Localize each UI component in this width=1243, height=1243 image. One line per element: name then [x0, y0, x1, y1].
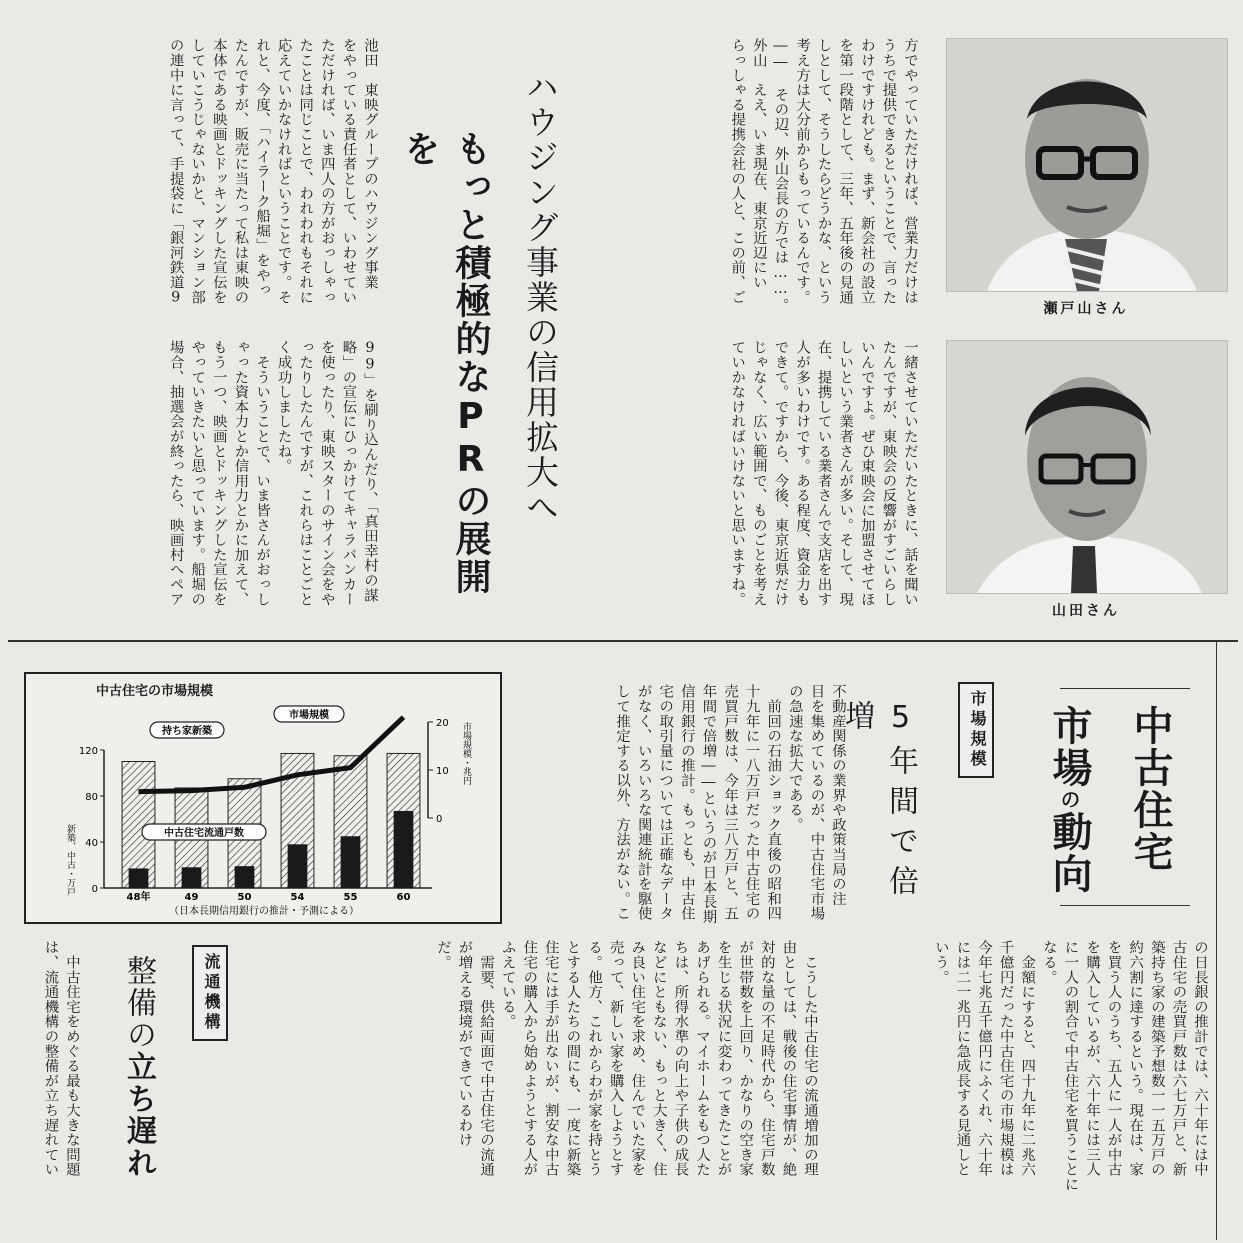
chart-bar-used-homes [341, 836, 361, 888]
chart-x-tick-label: 54 [290, 892, 305, 903]
heading-distribution-lag [108, 955, 160, 1195]
chart-x-tick-label: 48年 [126, 892, 151, 903]
photo-caption-setoyama: 瀬戸山さん [1043, 301, 1129, 317]
chart-y2-label: 市場規模・兆円 [461, 722, 471, 785]
interview-text-col-4: 99」を刷り込んだり、「真田幸村の謀 略」の宣伝にひっかけてキャラバンカー を使ったり、東映スターのサイン会をや ったりしたんですが、これらはことごと く成功しましたね。 そういうことで、いま皆さんがおっし ゃった資本力とか信用力とかに加えて、 もう一つ、映画とドッキングした宣伝を やっていきたいと思っています。船堀の 場合、抽選会が終ったら、映画村へペア [167, 340, 378, 607]
section-title-no: の [1057, 789, 1081, 811]
photo-setoyama [946, 38, 1228, 292]
section-right-border [1216, 640, 1217, 1240]
chart-bar-used-homes [288, 844, 308, 888]
label-market-size: 市場規模 [958, 682, 994, 778]
chart-y-tick-label: 40 [85, 838, 98, 849]
interview-headline-line-1: ハウジング事業の信用拡大へ [521, 70, 560, 525]
section-title-trend: 動向 [1046, 811, 1092, 895]
title-bracket-top [1060, 688, 1190, 689]
section-title-market: 市場 [1046, 705, 1092, 789]
chart-source-note: （日本長期信用銀行の推計・予測による） [169, 906, 359, 917]
chart-legend-new-homes: 持ち家新築 [162, 726, 212, 737]
chart-y2-tick-label: 10 [436, 766, 449, 777]
photo-caption-yamada: 山田さん [1052, 603, 1120, 619]
chart-svg [26, 674, 500, 922]
chart-legend-market-size: 市場規模 [289, 710, 329, 721]
chart-x-tick-label: 50 [237, 892, 252, 903]
heading-distribution-lag-b: 立ち遅れ [121, 1051, 156, 1179]
label-distribution: 流通機構 [192, 945, 228, 1041]
interview-text-col-1: 方でやっていただければ、営業力だけは うちで提供できるということで、言った わけですけれども。まず、新会社の設立 を第一段階として、三年、五年後の見通 しとして、そうしたらどうかな、という 考え方は大分前からもっているんです。 ―― その辺、外山会長の方では……。 外山 ええ、いま現在、東京近辺にい らっしゃる提携会社の人と、この前、ご [729, 38, 918, 313]
chart-legend-used-homes: 中古住宅流通戸数 [164, 828, 244, 839]
chart-x-tick-label: 60 [396, 892, 411, 903]
section-title-line-1: 中古住宅 [1127, 705, 1173, 873]
chart-y2-tick-label: 0 [436, 814, 443, 825]
chart-x-tick-label: 55 [343, 892, 358, 903]
title-bracket-bottom [1060, 905, 1190, 906]
section-title-line-2 [1046, 705, 1098, 905]
interview-text-col-2: 一緒させていただいたときに、話を聞い たんですが、東映会の反響がすごいらし いんですよ。ぜひ東映会に加盟させてほ しいという業者さんが多い。そして、現 在、提携している業者さんで支店を出す 人が多いわけです。ある程度、資金力も できて。ですから、今後、東京近県だけ じゃなく、広い範囲で、ものごとを考え ていかなければいけないと思いますね。 [729, 340, 918, 607]
chart-y-tick-label: 80 [85, 792, 98, 803]
section-divider [8, 640, 1238, 642]
chart-x-tick-label: 49 [184, 892, 199, 903]
chart-bar-used-homes [235, 866, 255, 888]
distribution-text: 中古住宅をめぐる最も大きな問題 は、流通機構の整備が立ち遅れてい [42, 940, 80, 1177]
chart-bar-used-homes [129, 868, 149, 888]
chart-y-label: 新築、中古・万戸 [65, 824, 75, 896]
photo-yamada [946, 340, 1228, 594]
chart-bar-used-homes [394, 811, 414, 888]
market-size-chart [24, 672, 502, 924]
chart-y2-tick-label: 20 [436, 718, 449, 729]
chart-bar-used-homes [182, 867, 202, 888]
chart-y-tick-label: 120 [78, 746, 98, 757]
market-text-lower-left: こうした中古住宅の流通増加の理 由としては、戦後の住宅事情が、絶 対的な量の不足時代から、住宅戸数 が世帯数を上回り、かなりの空き家 を生じる状況に変わってきたことが あげられる。マイホームをもつ人た ちは、所得水準の向上や子供の成長 などにともない、もっと大きく、住 み良い住宅を求め、住んでいた家を 売って、新しい家を購入しようとす る。他方、これからわが家を持とう とする人たちの間にも、一度に新築 住宅には手が出ないが、割安な中古 住宅の購入から始めようとする人が ふえている。 需要、供給両面で中古住宅の流通 が増える環境ができているわけ だ。 [434, 940, 818, 1177]
market-text-upper: 不動産関係の業界や政策当局の注 目を集めているのが、中古住宅市場 の急速な拡大である。 前回の石油ショック直後の昭和四 十九年に一八万戸だった中古住宅の 売買戸数は、今年は三八万戸と、五 年間で倍増――というのが日本長期 信用銀行の推計。もっとも、中古住 宅の取引量については正確なデータ がなく、いろいろな関連統計を駆使 して推定する以外、方法がない。こ [614, 684, 846, 924]
market-text-lower-right: の日長銀の推計では、六十年には中 古住宅の売買戸数は六七万戸と、新 築持ち家の建築予想数一一五万戸の 約六割に達するという。現在は、家 を買う人のうち、五人に一人が中古 を購入しているが、六十年には三人 に一人の割合で中古住宅を買うことに なる。 金額にすると、四十九年に二兆六 千億円だった中古住宅の市場規模は 今年七兆五千億円にふくれ、六十年 には二一兆円に急成長する見通しと いう。 [932, 940, 1208, 1192]
heading-doubled-in-5-years: 5年間で倍増 [839, 700, 918, 905]
chart-y-tick-label: 0 [91, 884, 98, 895]
chart-title: 中古住宅の市場規模 [96, 684, 214, 699]
interview-headline-line-2: もっと積極的なPRの展開を [399, 130, 491, 596]
interview-text-col-3: 池田 東映グループのハウジング事業 をやっている責任者として、いわせてい ただければ、いま四人の方がおっしゃっ たことは同じことで、われわれもそれに 応えていかなければということです。そ れと、今度、「ハイラーク船堀」をやっ たんですが、販売に当たって私は東映の 本体である映画とドッキングした宣伝を していこうじゃないかと、マンション部 の連中に言って、手提袋に「銀河鉄道9 [167, 38, 378, 306]
heading-distribution-lag-a: 整備の [121, 955, 156, 1051]
